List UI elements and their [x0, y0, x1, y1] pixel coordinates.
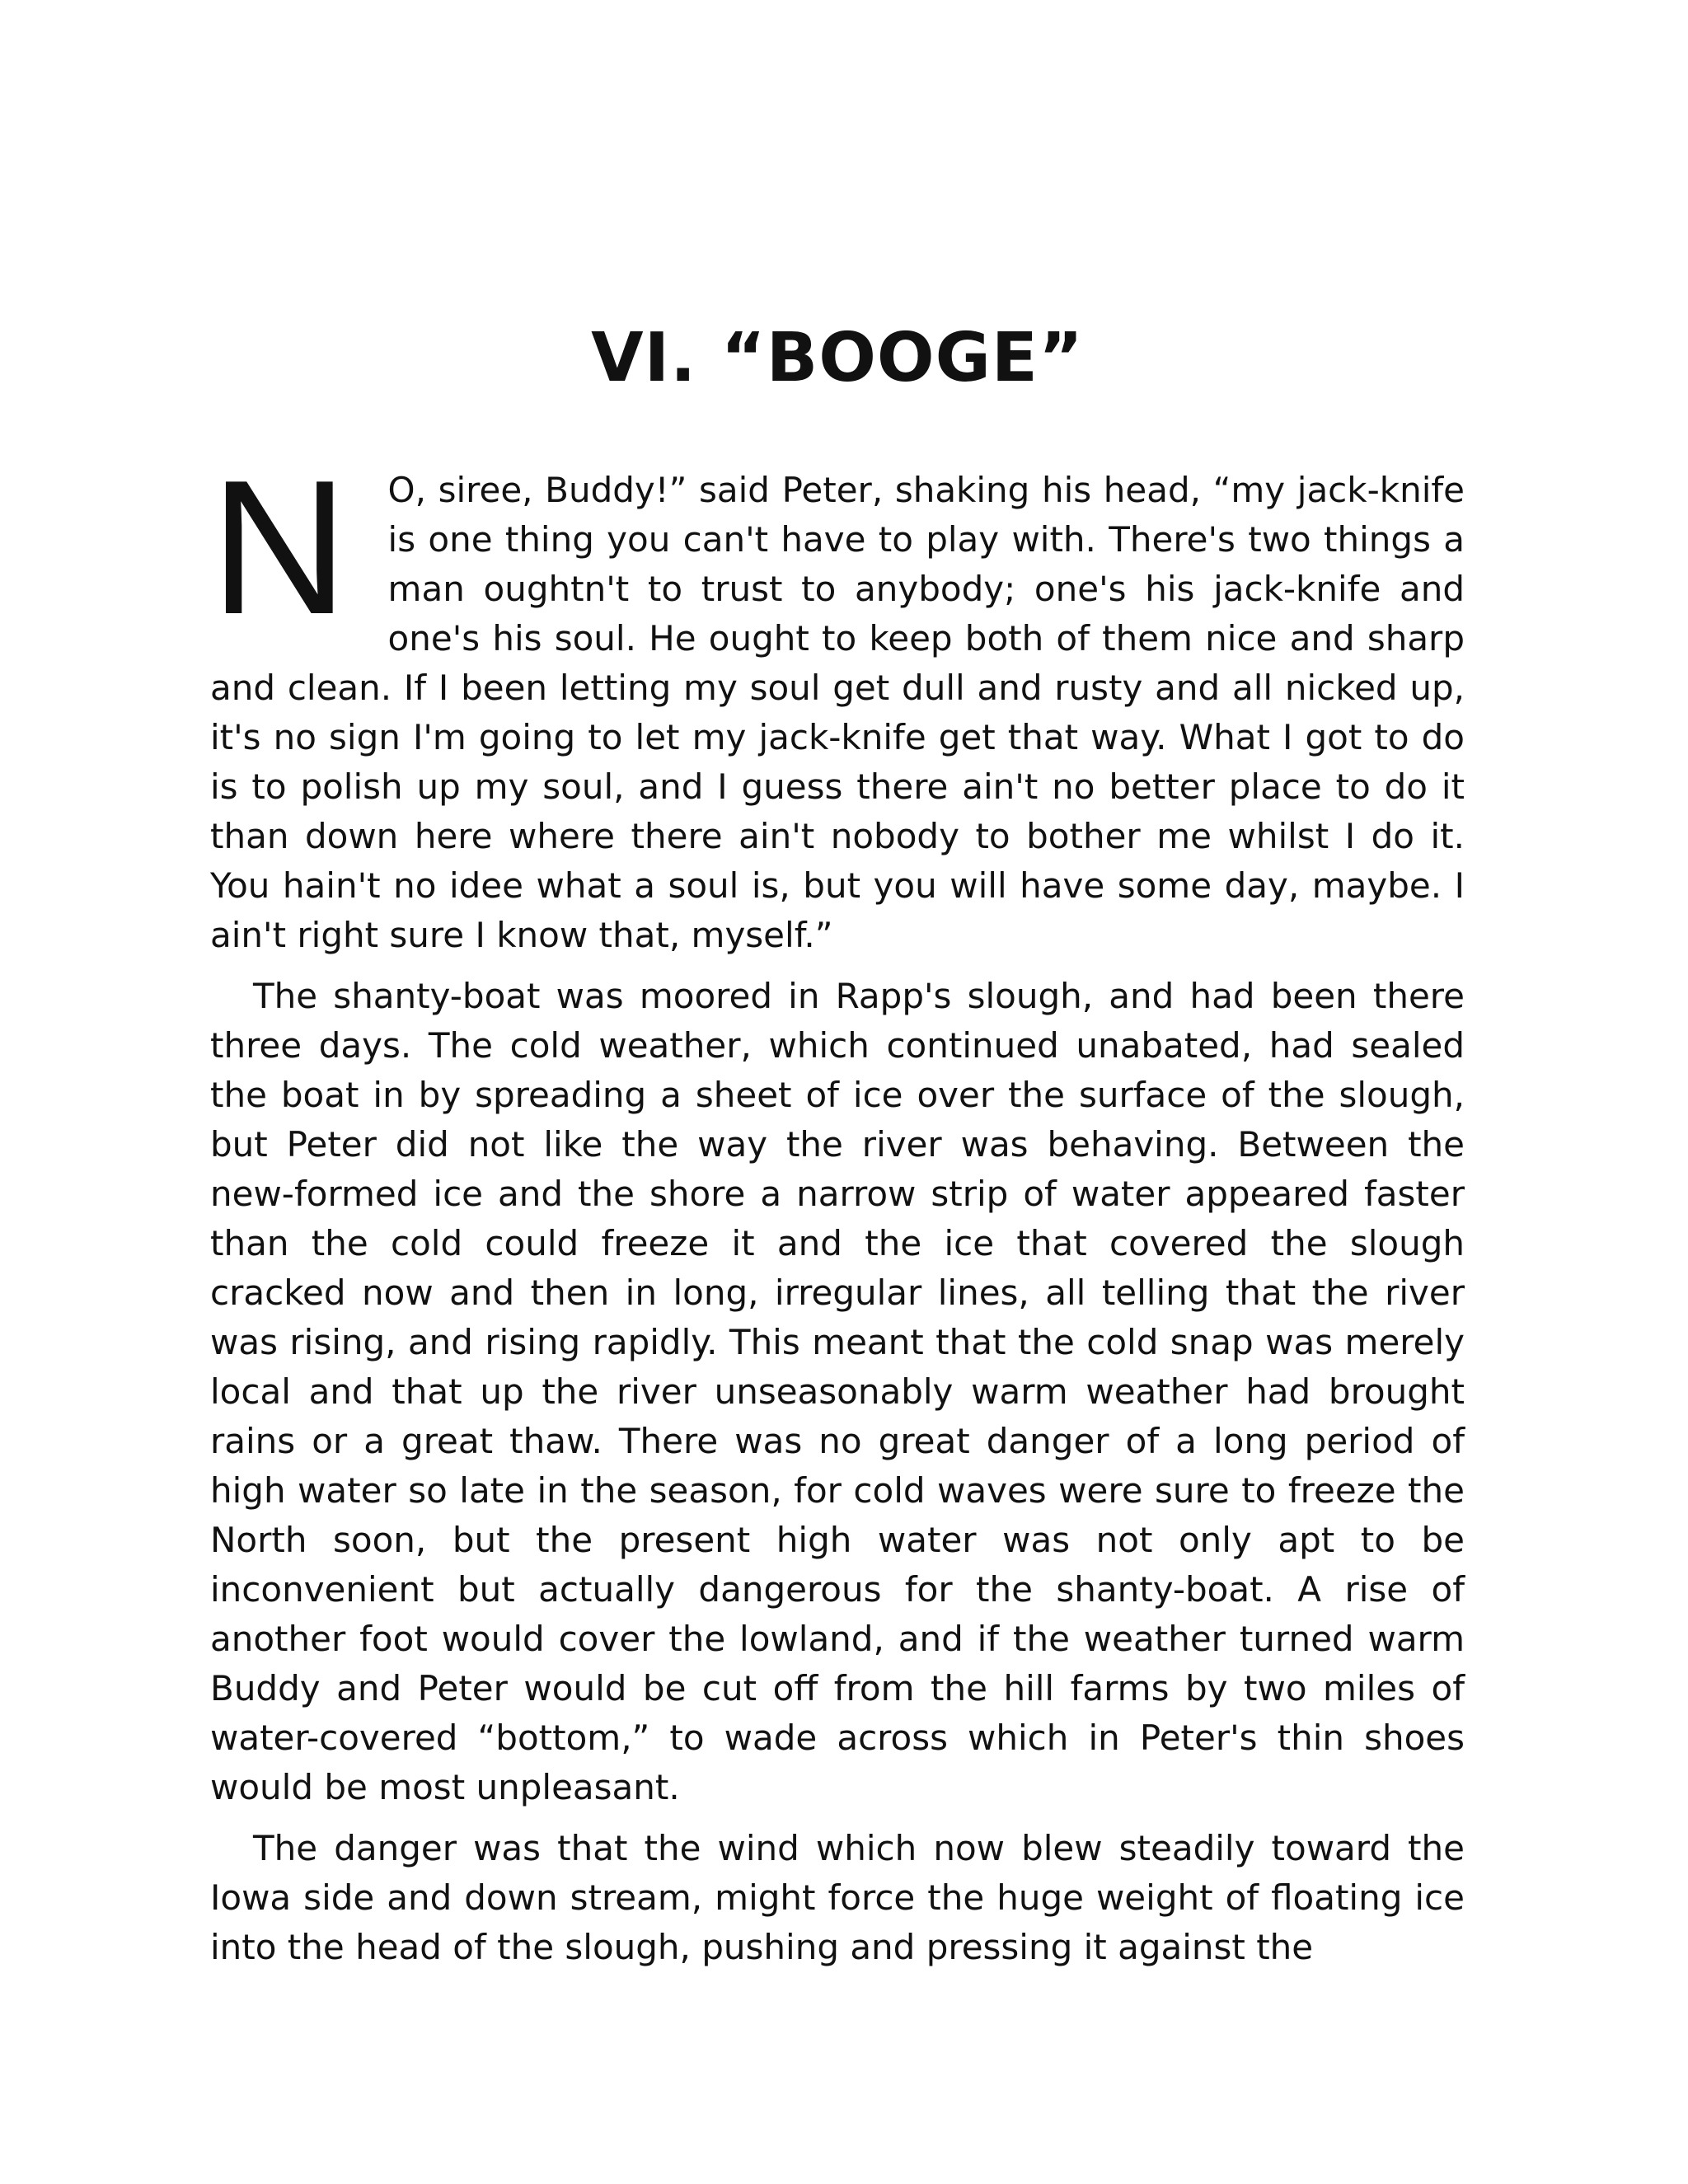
paragraph-2: The shanty-boat was moored in Rapp's slough, and had been there three days. The cold weather, which continued unabated, had sealed the boat in by spreading a sheet of ice over the surface of the slough, but Peter did not like the way the river was behaving. Between the new-formed ice and the shore a narrow strip of water appeared faster than the cold could freeze it and the ice that covered the slough cracked now and then in long, irregular lines, all telling that the river was rising, and rising rapidly. This meant that the cold snap was merely local and that up the river unseasonably warm weather had brought rains or a great thaw. There was no great danger of a long period of high water so late in the season, for cold waves were sure to freeze the North soon, but the present high water was not only apt to be inconvenient but actually dangerous for the shanty-boat. A rise of another foot would cover the lowland, and if the weather turned warm Buddy and Peter would be cut off from the hill farms by two miles of water-covered “bottom,” to wade across which in Peter's thin shoes would be most unpleasant.: [210, 976, 1465, 1808]
drop-cap: N: [210, 441, 349, 655]
paragraph-1-text: O, siree, Buddy!” said Peter, shaking his head, “my jack-knife is one thing you can't have to play with. There's two things a man oughtn't to trust to anybody; one's his jack-knife and one's his soul. He ought to keep both of them nice and sharp and clean. If I been letting my soul get dull and rusty and all nicked up, it's no sign I'm going to let my jack-knife get that way. What I got to do is to polish up my soul, and I guess there ain't no better place to do it than down here where there ain't nobody to bother me whilst I do it. You hain't no idee what a soul is, but you will have some day, maybe. I ain't right sure I know that, myself.”: [210, 470, 1465, 956]
book-page: [210, 321, 1465, 1972]
paragraph-3: The danger was that the wind which now blew steadily toward the Iowa side and down stream, might force the huge weight of floating ice into the head of the slough, pushing and pressing it against the: [210, 1828, 1465, 1968]
chapter-title: VI. “BOOGE”: [591, 319, 1084, 397]
paragraph-1: [210, 441, 1465, 960]
